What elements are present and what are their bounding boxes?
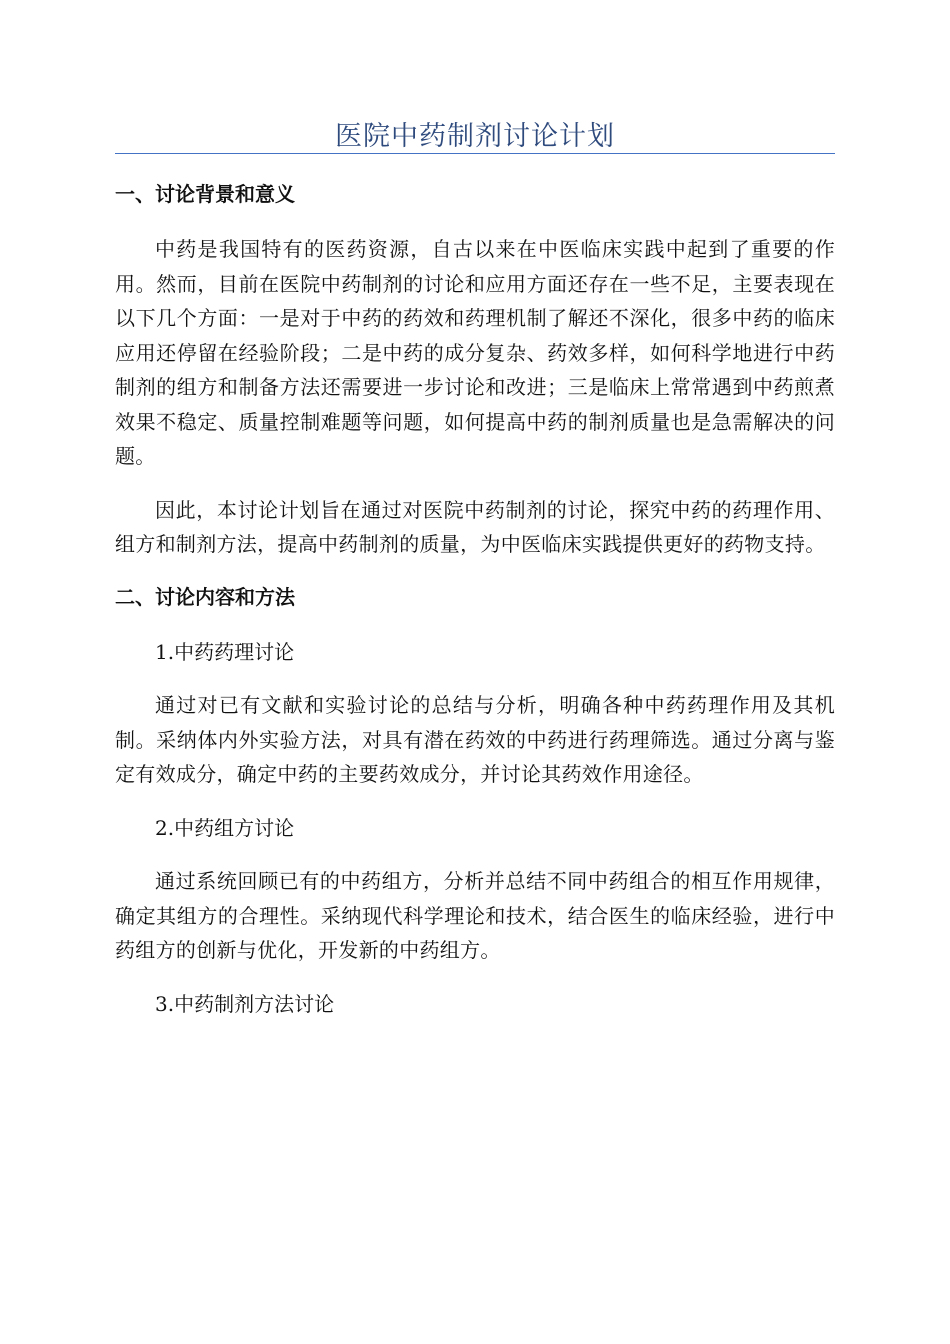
document-body: [115, 178, 835, 1040]
body-paragraph: 通过对已有文献和实验讨论的总结与分析，明确各种中药药理作用及其机制。采纳体内外实验方法，对具有潜在药效的中药进行药理筛选。通过分离与鉴定有效成分，确定中药的主要药效成分，并讨论其药效作用途径。: [115, 693, 835, 786]
body-paragraph: 因此，本讨论计划旨在通过对医院中药制剂的讨论，探究中药的药理作用、组方和制剂方法，提高中药制剂的质量，为中医临床实践提供更好的药物支持。: [115, 497, 835, 556]
body-paragraph: 通过系统回顾已有的中药组方，分析并总结不同中药组合的相互作用规律，确定其组方的合理性。采纳现代科学理论和技术，结合医生的临床经验，进行中药组方的创新与优化，开发新的中药组方。: [115, 869, 835, 962]
subheading-preparation-methods: 3.中药制剂方法讨论: [155, 991, 335, 1016]
title-underline: [115, 153, 835, 154]
section-heading-background: 一、讨论背景和意义: [115, 182, 295, 206]
section-heading-content-methods: 二、讨论内容和方法: [115, 584, 295, 609]
document-title: 医院中药制剂讨论计划: [335, 121, 615, 152]
subheading-formulation: 2.中药组方讨论: [155, 815, 295, 840]
body-paragraph: 中药是我国特有的医药资源，自古以来在中医临床实践中起到了重要的作用。然而，目前在医院中药制剂的讨论和应用方面还存在一些不足，主要表现在以下几个方面：一是对于中药的药效和药理机制了解还不深化，很多中药的临床应用还停留在经验阶段；二是中药的成分复杂、药效多样，如何科学地进行中药制剂的组方和制备方法还需要进一步讨论和改进；三是临床上常常遇到中药煎煮效果不稳定、质量控制难题等问题，如何提高中药的制剂质量也是急需解决的问题。: [115, 237, 835, 468]
subheading-pharmacology: 1.中药药理讨论: [155, 639, 295, 664]
